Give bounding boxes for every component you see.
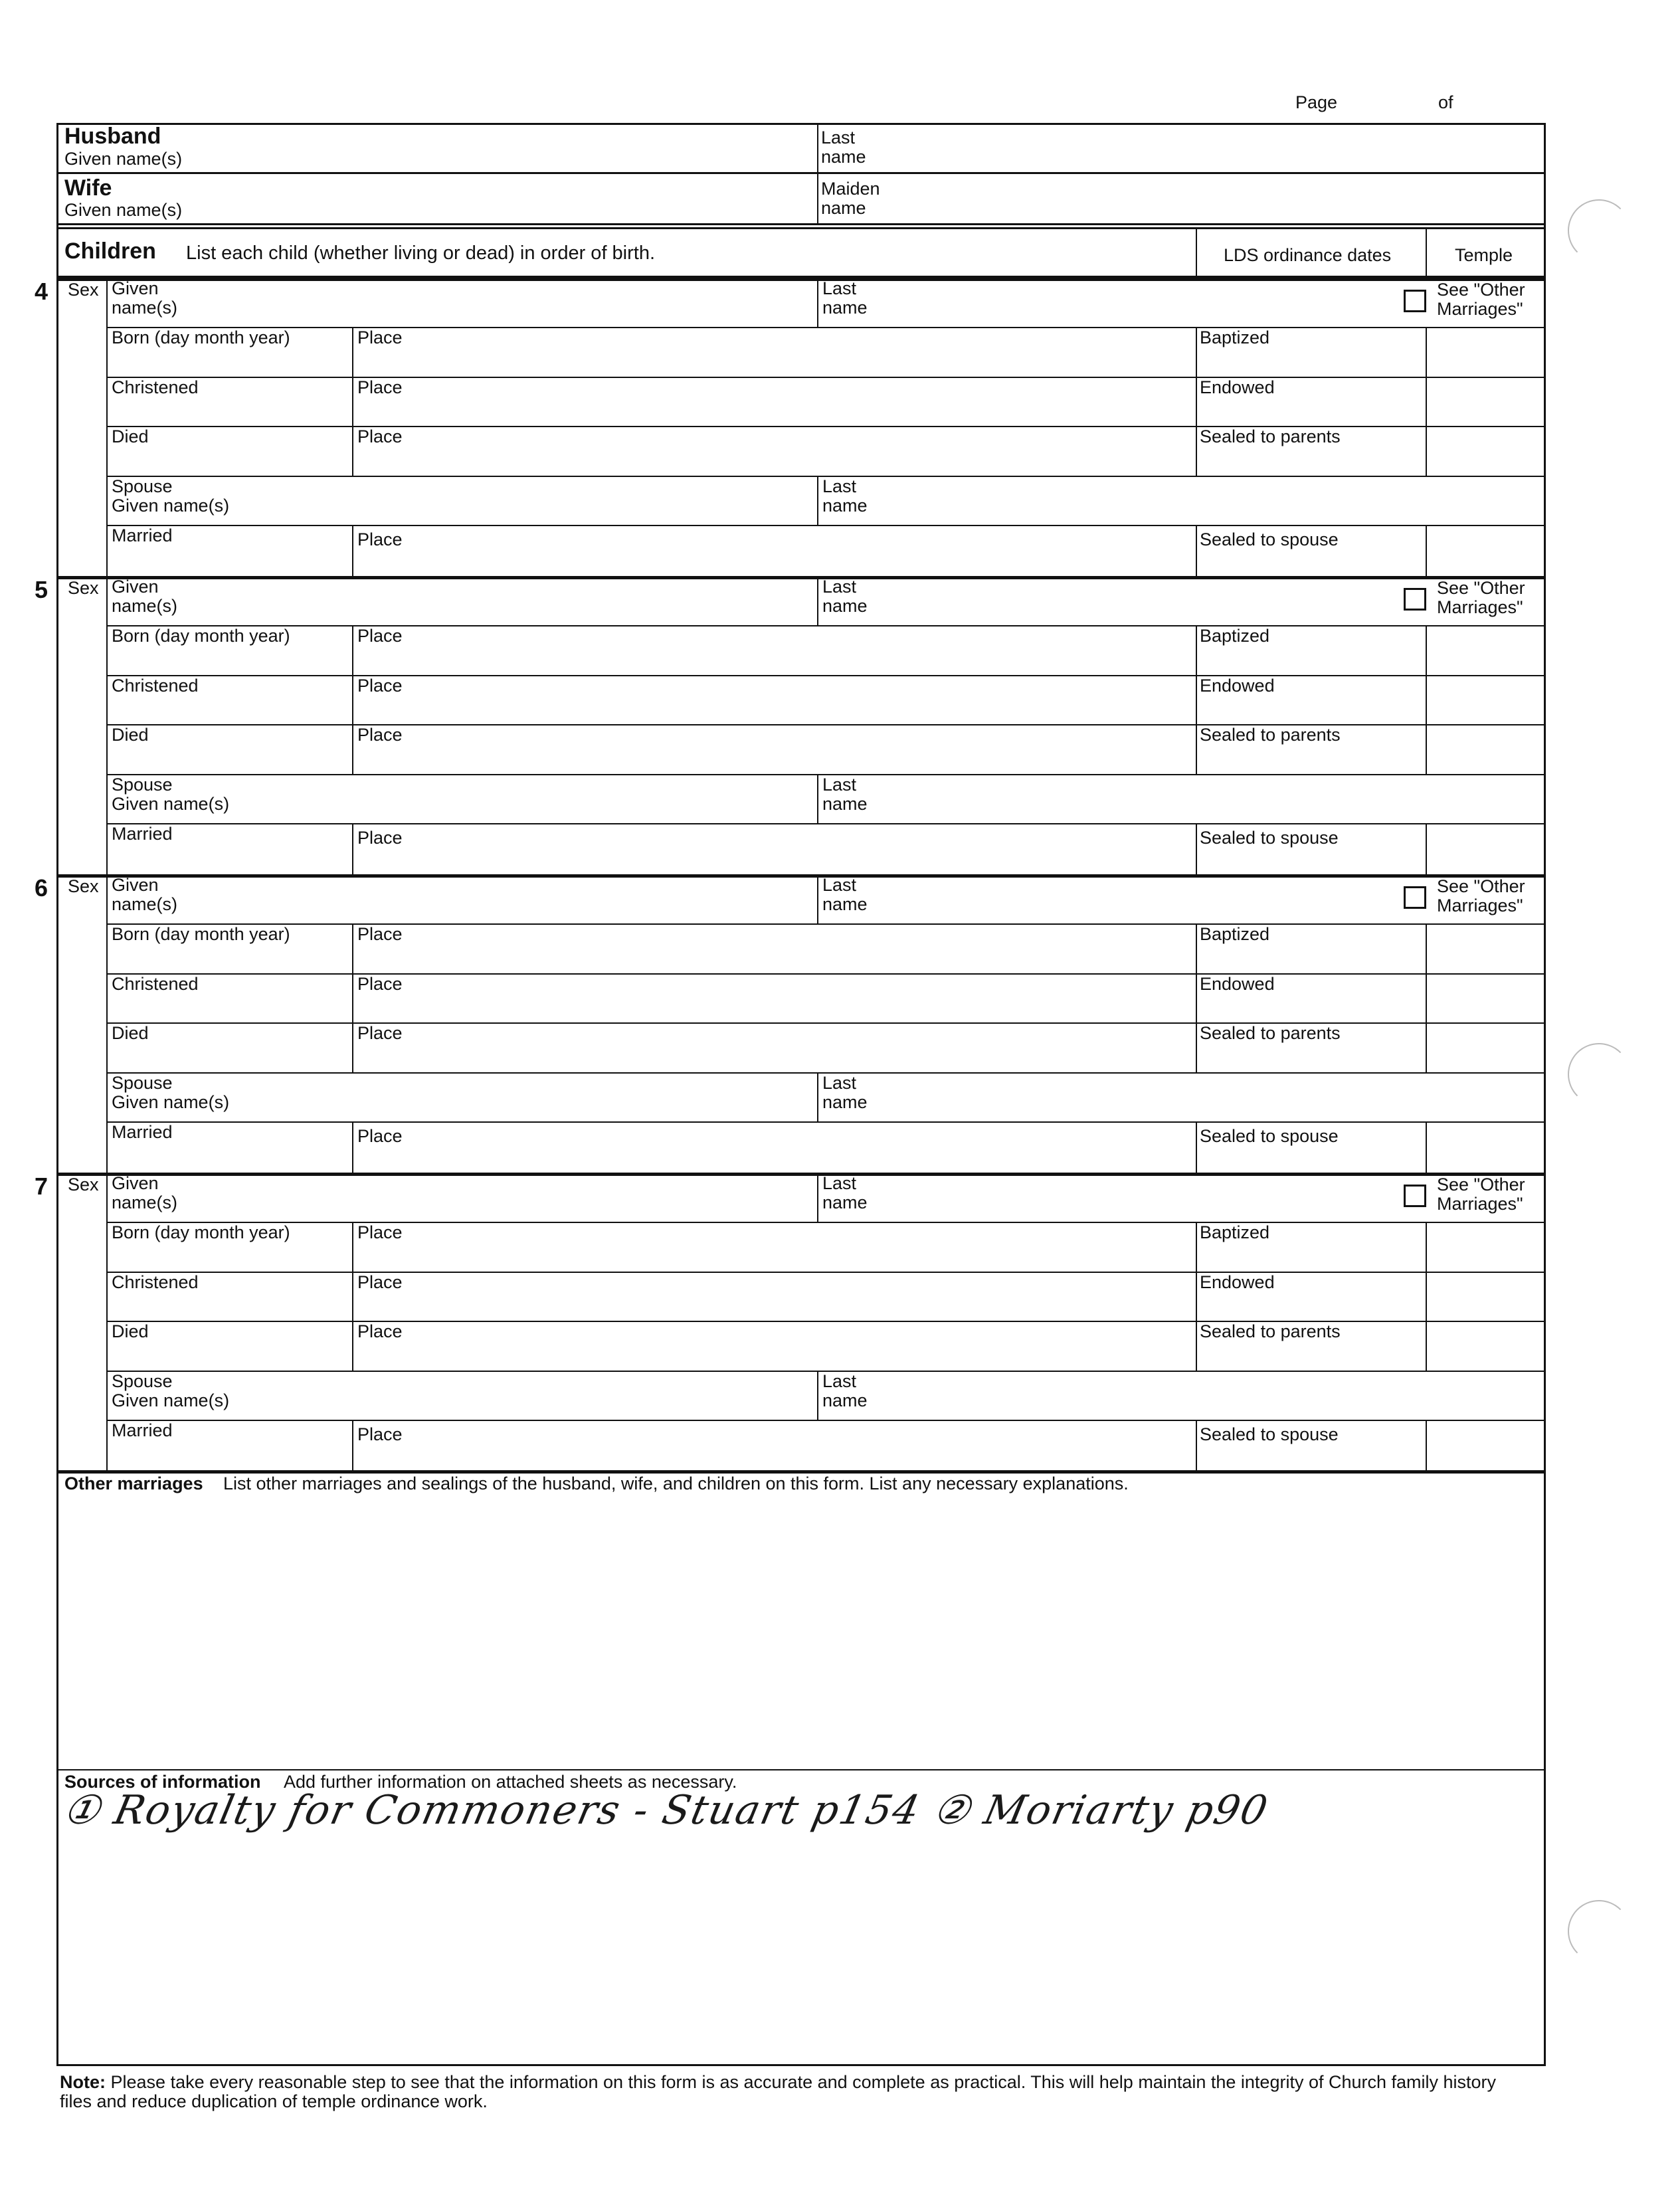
christened-label: Christened: [112, 1272, 199, 1292]
husband-given-label: Given name(s): [64, 149, 183, 169]
married-label: Married: [112, 525, 173, 545]
husband-title: Husband: [64, 124, 161, 149]
other-marriages-title: Other marriages: [64, 1474, 203, 1493]
spouse-label: Spouse Given name(s): [112, 1073, 230, 1112]
other-marriages-instruction: List other marriages and sealings of the husband, wife, and children on this form. List any necessary explanations.: [223, 1474, 1129, 1493]
endowed-label: Endowed: [1200, 377, 1275, 397]
note-body: Please take every reasonable step to see that the information on this form is as accurate and complete as practical. This will help maintain the integrity of Church family history files and reduce duplication of temple ordinance work.: [60, 2072, 1497, 2111]
place-label: Place: [357, 1321, 403, 1341]
lds-ordinance-label: LDS ordinance dates: [1224, 245, 1392, 265]
sealed-parents-label: Sealed to parents: [1200, 725, 1341, 745]
place-label: Place: [357, 974, 403, 994]
spouse-label: Spouse Given name(s): [112, 476, 230, 516]
baptized-label: Baptized: [1200, 626, 1270, 646]
born-label: Born (day month year): [112, 924, 290, 944]
place-label: Place: [357, 626, 403, 646]
child-separator: [56, 278, 1546, 281]
place-label: Place: [357, 725, 403, 745]
sealed-spouse-label: Sealed to spouse: [1200, 828, 1339, 848]
child-given-label: Given name(s): [112, 278, 178, 318]
place-label: Place: [357, 328, 403, 347]
died-label: Died: [112, 1023, 149, 1043]
born-label: Born (day month year): [112, 328, 290, 347]
place-label: Place: [357, 427, 403, 446]
spouse-last-label: Last name: [822, 775, 868, 814]
sealed-spouse-label: Sealed to spouse: [1200, 1424, 1339, 1444]
see-other-marriages-label: See "Other Marriages": [1437, 876, 1525, 915]
see-other-marriages-label: See "Other Marriages": [1437, 280, 1525, 319]
married-label: Married: [112, 1420, 173, 1440]
spouse-label: Spouse Given name(s): [112, 1371, 230, 1410]
note-text: [60, 2073, 1521, 2111]
christened-label: Christened: [112, 377, 199, 397]
place-label: Place: [357, 529, 403, 549]
born-label: Born (day month year): [112, 1222, 290, 1242]
wife-given-label: Given name(s): [64, 200, 183, 220]
sources-instruction: Add further information on attached sheets as necessary.: [284, 1772, 737, 1792]
wife-row: [56, 172, 1546, 225]
child-last-label: Last name: [822, 875, 868, 914]
child-separator: [56, 1173, 1546, 1176]
children-instruction: List each child (whether living or dead) in order of birth.: [186, 242, 656, 264]
child-given-label: Given name(s): [112, 875, 178, 914]
place-label: Place: [357, 924, 403, 944]
child-separator: [56, 576, 1546, 579]
christened-label: Christened: [112, 974, 199, 994]
sources-handwritten-entry: ① Royalty for Commoners - Stuart p154 ② Moriarty p90: [58, 1787, 1273, 1834]
children-title: Children: [64, 239, 156, 264]
endowed-label: Endowed: [1200, 676, 1275, 696]
sealed-parents-label: Sealed to parents: [1200, 1321, 1341, 1341]
child-number: 4: [35, 278, 48, 305]
sex-label: Sex: [68, 578, 99, 598]
wife-title: Wife: [64, 175, 112, 201]
sealed-parents-label: Sealed to parents: [1200, 427, 1341, 446]
see-other-marriages-checkbox[interactable]: [1404, 1185, 1426, 1207]
sealed-spouse-label: Sealed to spouse: [1200, 529, 1339, 549]
binder-hole-bottom: [1568, 1900, 1630, 1962]
form-frame: [56, 123, 1546, 2066]
temple-label: Temple: [1455, 245, 1513, 265]
place-label: Place: [357, 828, 403, 848]
wife-maiden-label: Maiden name: [821, 179, 880, 218]
sex-label: Sex: [68, 280, 99, 300]
died-label: Died: [112, 427, 149, 446]
sex-label: Sex: [68, 876, 99, 896]
husband-last-label: Last name: [821, 128, 866, 167]
child-last-label: Last name: [822, 1173, 868, 1212]
page-label: Page: [1295, 92, 1338, 112]
died-label: Died: [112, 1321, 149, 1341]
child-last-label: Last name: [822, 278, 868, 318]
page-of-label: of: [1438, 92, 1453, 112]
place-label: Place: [357, 377, 403, 397]
married-label: Married: [112, 824, 173, 844]
child-given-label: Given name(s): [112, 577, 178, 616]
note-label: Note:: [60, 2072, 106, 2092]
married-label: Married: [112, 1122, 173, 1142]
see-other-marriages-label: See "Other Marriages": [1437, 1175, 1525, 1214]
sex-label: Sex: [68, 1175, 99, 1194]
spouse-last-label: Last name: [822, 476, 868, 516]
binder-hole-middle: [1568, 1043, 1630, 1105]
child-number: 6: [35, 874, 48, 902]
see-other-marriages-label: See "Other Marriages": [1437, 578, 1525, 617]
baptized-label: Baptized: [1200, 1222, 1270, 1242]
child-last-label: Last name: [822, 577, 868, 616]
place-label: Place: [357, 1272, 403, 1292]
spouse-last-label: Last name: [822, 1371, 868, 1410]
place-label: Place: [357, 1023, 403, 1043]
place-label: Place: [357, 1424, 403, 1444]
spouse-label: Spouse Given name(s): [112, 775, 230, 814]
place-label: Place: [357, 1222, 403, 1242]
born-label: Born (day month year): [112, 626, 290, 646]
baptized-label: Baptized: [1200, 924, 1270, 944]
child-separator: [56, 874, 1546, 878]
sealed-parents-label: Sealed to parents: [1200, 1023, 1341, 1043]
spouse-last-label: Last name: [822, 1073, 868, 1112]
endowed-label: Endowed: [1200, 974, 1275, 994]
sealed-spouse-label: Sealed to spouse: [1200, 1126, 1339, 1146]
place-label: Place: [357, 676, 403, 696]
died-label: Died: [112, 725, 149, 745]
see-other-marriages-checkbox[interactable]: [1404, 588, 1426, 611]
see-other-marriages-checkbox[interactable]: [1404, 290, 1426, 312]
see-other-marriages-checkbox[interactable]: [1404, 886, 1426, 909]
child-number: 5: [35, 576, 48, 603]
child-given-label: Given name(s): [112, 1173, 178, 1212]
endowed-label: Endowed: [1200, 1272, 1275, 1292]
sources-title: Sources of information: [64, 1772, 261, 1792]
christened-label: Christened: [112, 676, 199, 696]
child-number: 7: [35, 1173, 48, 1200]
baptized-label: Baptized: [1200, 328, 1270, 347]
binder-hole-top: [1568, 199, 1630, 262]
husband-row: [56, 123, 1546, 174]
place-label: Place: [357, 1126, 403, 1146]
